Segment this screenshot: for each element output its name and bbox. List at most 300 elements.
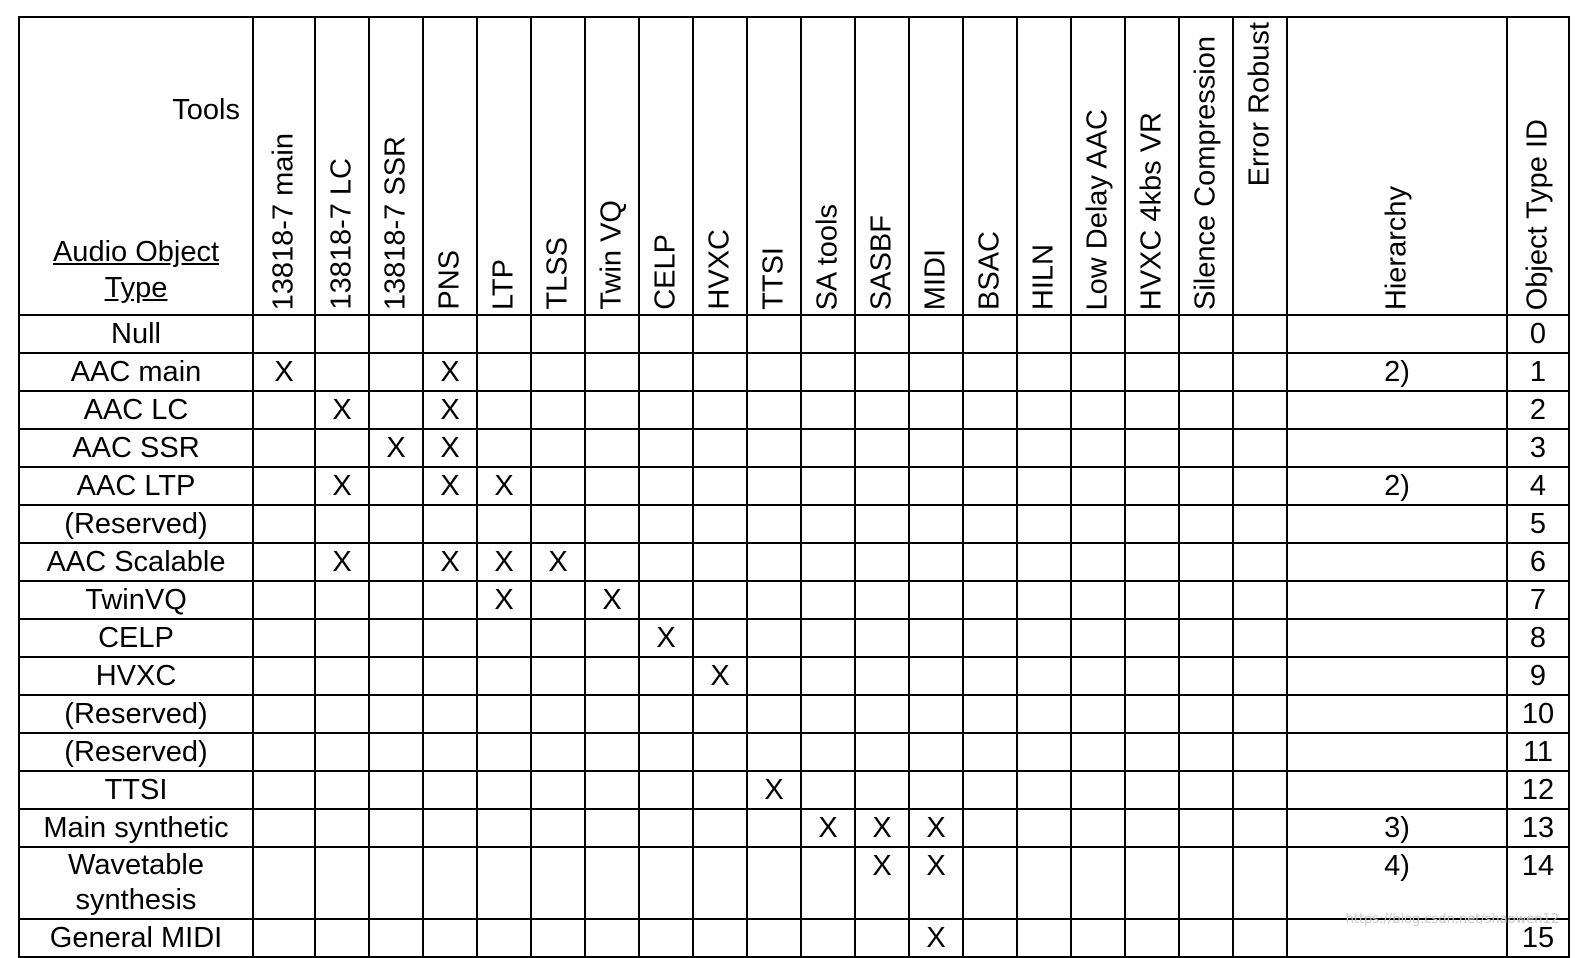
empty-cell: [315, 695, 369, 733]
column-header-hvxc: [693, 17, 747, 315]
tool-mark-cell: X: [423, 353, 477, 391]
empty-cell: [1179, 809, 1233, 847]
empty-cell: [531, 391, 585, 429]
empty-cell: [693, 695, 747, 733]
empty-cell: [315, 353, 369, 391]
object-type-id-cell: 2: [1507, 391, 1569, 429]
tool-mark-cell: X: [477, 543, 531, 581]
object-type-id-cell: 10: [1507, 695, 1569, 733]
empty-cell: [639, 847, 693, 919]
empty-cell: [253, 733, 315, 771]
object-type-id-cell: 13: [1507, 809, 1569, 847]
empty-cell: [1017, 543, 1071, 581]
empty-cell: [909, 771, 963, 809]
empty-cell: [423, 619, 477, 657]
empty-cell: [639, 467, 693, 505]
empty-cell: [693, 809, 747, 847]
tool-mark-cell: X: [801, 809, 855, 847]
empty-cell: [531, 733, 585, 771]
empty-cell: [253, 619, 315, 657]
empty-cell: [423, 695, 477, 733]
empty-cell: [963, 619, 1017, 657]
empty-cell: [693, 353, 747, 391]
empty-cell: [253, 429, 315, 467]
audio-object-type-table: [18, 16, 1570, 958]
empty-cell: [801, 919, 855, 957]
column-header-label: SA tools: [814, 204, 843, 310]
tool-mark-cell: X: [423, 543, 477, 581]
empty-cell: [855, 657, 909, 695]
empty-cell: [531, 695, 585, 733]
object-type-name-cell: Main synthetic: [19, 809, 253, 847]
tool-mark-cell: X: [423, 429, 477, 467]
empty-cell: [747, 657, 801, 695]
empty-cell: [639, 771, 693, 809]
empty-cell: [1179, 543, 1233, 581]
empty-cell: [423, 315, 477, 353]
empty-cell: [963, 771, 1017, 809]
object-type-id-cell: 7: [1507, 581, 1569, 619]
tools-label: Tools: [172, 92, 240, 128]
tool-mark-cell: X: [477, 581, 531, 619]
empty-cell: [585, 771, 639, 809]
empty-cell: [639, 391, 693, 429]
column-header-label: BSAC: [976, 231, 1005, 310]
column-header-label: Silence Compression: [1192, 36, 1221, 310]
column-header-label: SASBF: [868, 215, 897, 310]
column-header-label: Error Robust: [1246, 22, 1275, 186]
object-type-name-cell: Null: [19, 315, 253, 353]
empty-cell: [801, 505, 855, 543]
empty-cell: [909, 695, 963, 733]
hierarchy-cell: [1287, 695, 1507, 733]
empty-cell: [855, 733, 909, 771]
table-row: [19, 771, 1569, 809]
empty-cell: [855, 771, 909, 809]
empty-cell: [1071, 315, 1125, 353]
empty-cell: [639, 657, 693, 695]
object-type-id-cell: 1: [1507, 353, 1569, 391]
empty-cell: [801, 771, 855, 809]
empty-cell: [1017, 619, 1071, 657]
tool-mark-cell: X: [693, 657, 747, 695]
empty-cell: [369, 543, 423, 581]
empty-cell: [369, 657, 423, 695]
table-row: [19, 315, 1569, 353]
empty-cell: [963, 809, 1017, 847]
empty-cell: [747, 353, 801, 391]
column-header-ltp: [477, 17, 531, 315]
column-header-hiln: [1017, 17, 1071, 315]
empty-cell: [1179, 771, 1233, 809]
empty-cell: [693, 847, 747, 919]
empty-cell: [1017, 315, 1071, 353]
table-row: [19, 657, 1569, 695]
empty-cell: [1071, 657, 1125, 695]
empty-cell: [531, 657, 585, 695]
column-header-object-type-id: [1507, 17, 1569, 315]
object-type-id-cell: 3: [1507, 429, 1569, 467]
empty-cell: [639, 695, 693, 733]
audio-object-type-label: Audio Object Type: [20, 234, 252, 306]
empty-cell: [253, 467, 315, 505]
column-header-label: 13818-7 main: [270, 133, 299, 310]
column-header-label: CELP: [652, 234, 681, 310]
empty-cell: [693, 581, 747, 619]
column-header-hierarchy: [1287, 17, 1507, 315]
hierarchy-cell: 3): [1287, 809, 1507, 847]
column-header-label: 13818-7 LC: [328, 158, 357, 310]
object-type-id-cell: 11: [1507, 733, 1569, 771]
empty-cell: [639, 505, 693, 543]
hierarchy-cell: [1287, 391, 1507, 429]
empty-cell: [747, 919, 801, 957]
object-type-name-cell: TTSI: [19, 771, 253, 809]
empty-cell: [1179, 391, 1233, 429]
empty-cell: [477, 809, 531, 847]
empty-cell: [315, 505, 369, 543]
empty-cell: [747, 809, 801, 847]
empty-cell: [747, 543, 801, 581]
empty-cell: [315, 315, 369, 353]
table-row: [19, 581, 1569, 619]
table-row: [19, 695, 1569, 733]
empty-cell: [1233, 809, 1287, 847]
empty-cell: [909, 429, 963, 467]
empty-cell: [585, 429, 639, 467]
object-type-name-cell: AAC LTP: [19, 467, 253, 505]
empty-cell: [801, 391, 855, 429]
empty-cell: [909, 391, 963, 429]
empty-cell: [639, 809, 693, 847]
empty-cell: [1071, 919, 1125, 957]
empty-cell: [963, 695, 1017, 733]
empty-cell: [963, 847, 1017, 919]
empty-cell: [909, 315, 963, 353]
empty-cell: [747, 505, 801, 543]
empty-cell: [1071, 581, 1125, 619]
empty-cell: [369, 809, 423, 847]
object-type-name-cell: TwinVQ: [19, 581, 253, 619]
empty-cell: [855, 919, 909, 957]
empty-cell: [1125, 733, 1179, 771]
empty-cell: [253, 543, 315, 581]
empty-cell: [1125, 695, 1179, 733]
object-type-name-cell: AAC main: [19, 353, 253, 391]
empty-cell: [747, 391, 801, 429]
empty-cell: [747, 619, 801, 657]
empty-cell: [253, 771, 315, 809]
empty-cell: [477, 353, 531, 391]
empty-cell: [531, 619, 585, 657]
empty-cell: [801, 695, 855, 733]
column-header-label: MIDI: [922, 249, 951, 310]
empty-cell: [909, 619, 963, 657]
empty-cell: [585, 695, 639, 733]
empty-cell: [1179, 695, 1233, 733]
empty-cell: [1017, 771, 1071, 809]
empty-cell: [1017, 695, 1071, 733]
object-type-name-cell: CELP: [19, 619, 253, 657]
column-header-label: TLSS: [544, 237, 573, 310]
empty-cell: [1125, 391, 1179, 429]
empty-cell: [639, 353, 693, 391]
tool-mark-cell: X: [639, 619, 693, 657]
empty-cell: [1233, 429, 1287, 467]
empty-cell: [531, 429, 585, 467]
table-row: [19, 429, 1569, 467]
object-type-id-cell: 4: [1507, 467, 1569, 505]
empty-cell: [585, 919, 639, 957]
tool-mark-cell: X: [855, 809, 909, 847]
empty-cell: [531, 353, 585, 391]
empty-cell: [477, 657, 531, 695]
empty-cell: [909, 543, 963, 581]
empty-cell: [369, 695, 423, 733]
object-type-name-cell: General MIDI: [19, 919, 253, 957]
empty-cell: [1017, 657, 1071, 695]
tool-mark-cell: X: [477, 467, 531, 505]
empty-cell: [1125, 315, 1179, 353]
column-header-sa-tools: [801, 17, 855, 315]
column-header-label: Twin VQ: [598, 200, 627, 310]
empty-cell: [1017, 581, 1071, 619]
empty-cell: [369, 733, 423, 771]
empty-cell: [1017, 505, 1071, 543]
empty-cell: [909, 733, 963, 771]
empty-cell: [1233, 467, 1287, 505]
empty-cell: [693, 919, 747, 957]
empty-cell: [423, 733, 477, 771]
empty-cell: [253, 505, 315, 543]
empty-cell: [315, 919, 369, 957]
column-header-label: Object Type ID: [1524, 119, 1553, 310]
hierarchy-cell: [1287, 581, 1507, 619]
empty-cell: [315, 733, 369, 771]
empty-cell: [855, 467, 909, 505]
object-type-id-cell: 6: [1507, 543, 1569, 581]
empty-cell: [909, 505, 963, 543]
empty-cell: [253, 847, 315, 919]
empty-cell: [639, 733, 693, 771]
empty-cell: [531, 847, 585, 919]
object-type-id-cell: 9: [1507, 657, 1569, 695]
empty-cell: [1179, 733, 1233, 771]
empty-cell: [963, 657, 1017, 695]
table-row: [19, 733, 1569, 771]
object-type-name-cell: AAC SSR: [19, 429, 253, 467]
empty-cell: [801, 657, 855, 695]
column-header-label: LTP: [490, 259, 519, 310]
object-type-name-cell: (Reserved): [19, 695, 253, 733]
empty-cell: [531, 315, 585, 353]
empty-cell: [315, 809, 369, 847]
table-row: [19, 353, 1569, 391]
column-header-13818-7-lc: [315, 17, 369, 315]
empty-cell: [1017, 733, 1071, 771]
empty-cell: [1125, 919, 1179, 957]
empty-cell: [855, 429, 909, 467]
hierarchy-cell: [1287, 505, 1507, 543]
empty-cell: [315, 657, 369, 695]
empty-cell: [369, 315, 423, 353]
empty-cell: [585, 543, 639, 581]
object-type-name-cell: AAC LC: [19, 391, 253, 429]
column-header-error-robust: [1233, 17, 1287, 315]
tool-mark-cell: X: [909, 847, 963, 919]
empty-cell: [909, 657, 963, 695]
empty-cell: [1179, 315, 1233, 353]
tool-mark-cell: X: [909, 809, 963, 847]
empty-cell: [423, 657, 477, 695]
empty-cell: [909, 353, 963, 391]
empty-cell: [1125, 429, 1179, 467]
empty-cell: [315, 429, 369, 467]
empty-cell: [801, 543, 855, 581]
tool-mark-cell: X: [253, 353, 315, 391]
column-header-label: Low Delay AAC: [1084, 109, 1113, 311]
empty-cell: [253, 391, 315, 429]
empty-cell: [477, 315, 531, 353]
empty-cell: [585, 467, 639, 505]
empty-cell: [1071, 695, 1125, 733]
table-row: [19, 467, 1569, 505]
table-row: [19, 543, 1569, 581]
column-header-midi: [909, 17, 963, 315]
empty-cell: [693, 429, 747, 467]
empty-cell: [639, 315, 693, 353]
empty-cell: [963, 543, 1017, 581]
empty-cell: [1017, 919, 1071, 957]
empty-cell: [369, 619, 423, 657]
empty-cell: [1017, 353, 1071, 391]
column-header-label: 13818-7 SSR: [382, 136, 411, 310]
column-header-hvxc-4kbs-vr: [1125, 17, 1179, 315]
empty-cell: [585, 353, 639, 391]
empty-cell: [1233, 919, 1287, 957]
empty-cell: [369, 467, 423, 505]
empty-cell: [855, 695, 909, 733]
empty-cell: [1017, 391, 1071, 429]
empty-cell: [585, 657, 639, 695]
empty-cell: [1071, 809, 1125, 847]
object-type-id-cell: 15: [1507, 919, 1569, 957]
empty-cell: [477, 771, 531, 809]
empty-cell: [855, 353, 909, 391]
empty-cell: [1233, 619, 1287, 657]
empty-cell: [801, 353, 855, 391]
column-header-label: HVXC: [706, 229, 735, 310]
empty-cell: [369, 847, 423, 919]
empty-cell: [693, 543, 747, 581]
empty-cell: [1179, 919, 1233, 957]
empty-cell: [801, 429, 855, 467]
tool-mark-cell: X: [585, 581, 639, 619]
empty-cell: [253, 809, 315, 847]
empty-cell: [801, 467, 855, 505]
empty-cell: [1017, 847, 1071, 919]
empty-cell: [1017, 809, 1071, 847]
object-type-name-cell: (Reserved): [19, 505, 253, 543]
empty-cell: [369, 771, 423, 809]
empty-cell: [801, 619, 855, 657]
empty-cell: [423, 505, 477, 543]
object-type-name-cell: (Reserved): [19, 733, 253, 771]
empty-cell: [1179, 847, 1233, 919]
empty-cell: [253, 657, 315, 695]
empty-cell: [1233, 353, 1287, 391]
object-type-id-cell: 12: [1507, 771, 1569, 809]
empty-cell: [477, 847, 531, 919]
empty-cell: [369, 581, 423, 619]
empty-cell: [963, 429, 1017, 467]
table-row: [19, 505, 1569, 543]
empty-cell: [639, 429, 693, 467]
empty-cell: [1179, 505, 1233, 543]
empty-cell: [1071, 467, 1125, 505]
empty-cell: [909, 467, 963, 505]
empty-cell: [531, 505, 585, 543]
column-header-pns: [423, 17, 477, 315]
empty-cell: [963, 467, 1017, 505]
tool-mark-cell: X: [855, 847, 909, 919]
empty-cell: [963, 353, 1017, 391]
empty-cell: [423, 809, 477, 847]
column-header-label: TTSI: [760, 247, 789, 310]
table-row: [19, 391, 1569, 429]
object-type-id-cell: 14: [1507, 847, 1569, 919]
empty-cell: [693, 467, 747, 505]
empty-cell: [855, 581, 909, 619]
empty-cell: [855, 619, 909, 657]
empty-cell: [585, 619, 639, 657]
empty-cell: [477, 919, 531, 957]
column-header-label: HILN: [1030, 244, 1059, 310]
object-type-id-cell: 5: [1507, 505, 1569, 543]
empty-cell: [477, 429, 531, 467]
column-header-label: Hierarchy: [1383, 186, 1412, 310]
empty-cell: [531, 581, 585, 619]
watermark: https://blog.csdn.net/shaowen12: [1346, 912, 1559, 927]
empty-cell: [1071, 619, 1125, 657]
empty-cell: [1233, 391, 1287, 429]
empty-cell: [639, 919, 693, 957]
empty-cell: [1179, 581, 1233, 619]
corner-header-cell: [19, 17, 253, 315]
empty-cell: [253, 695, 315, 733]
empty-cell: [747, 467, 801, 505]
header-row: [19, 17, 1569, 315]
column-header-13818-7-main: [253, 17, 315, 315]
empty-cell: [1179, 353, 1233, 391]
empty-cell: [1071, 353, 1125, 391]
empty-cell: [369, 391, 423, 429]
empty-cell: [585, 809, 639, 847]
empty-cell: [1233, 505, 1287, 543]
tool-mark-cell: X: [909, 919, 963, 957]
empty-cell: [477, 733, 531, 771]
column-header-low-delay-aac: [1071, 17, 1125, 315]
empty-cell: [1125, 467, 1179, 505]
empty-cell: [1233, 847, 1287, 919]
table-row: [19, 809, 1569, 847]
empty-cell: [963, 315, 1017, 353]
empty-cell: [1125, 619, 1179, 657]
column-header-label: PNS: [436, 250, 465, 310]
empty-cell: [801, 733, 855, 771]
empty-cell: [253, 315, 315, 353]
empty-cell: [801, 581, 855, 619]
